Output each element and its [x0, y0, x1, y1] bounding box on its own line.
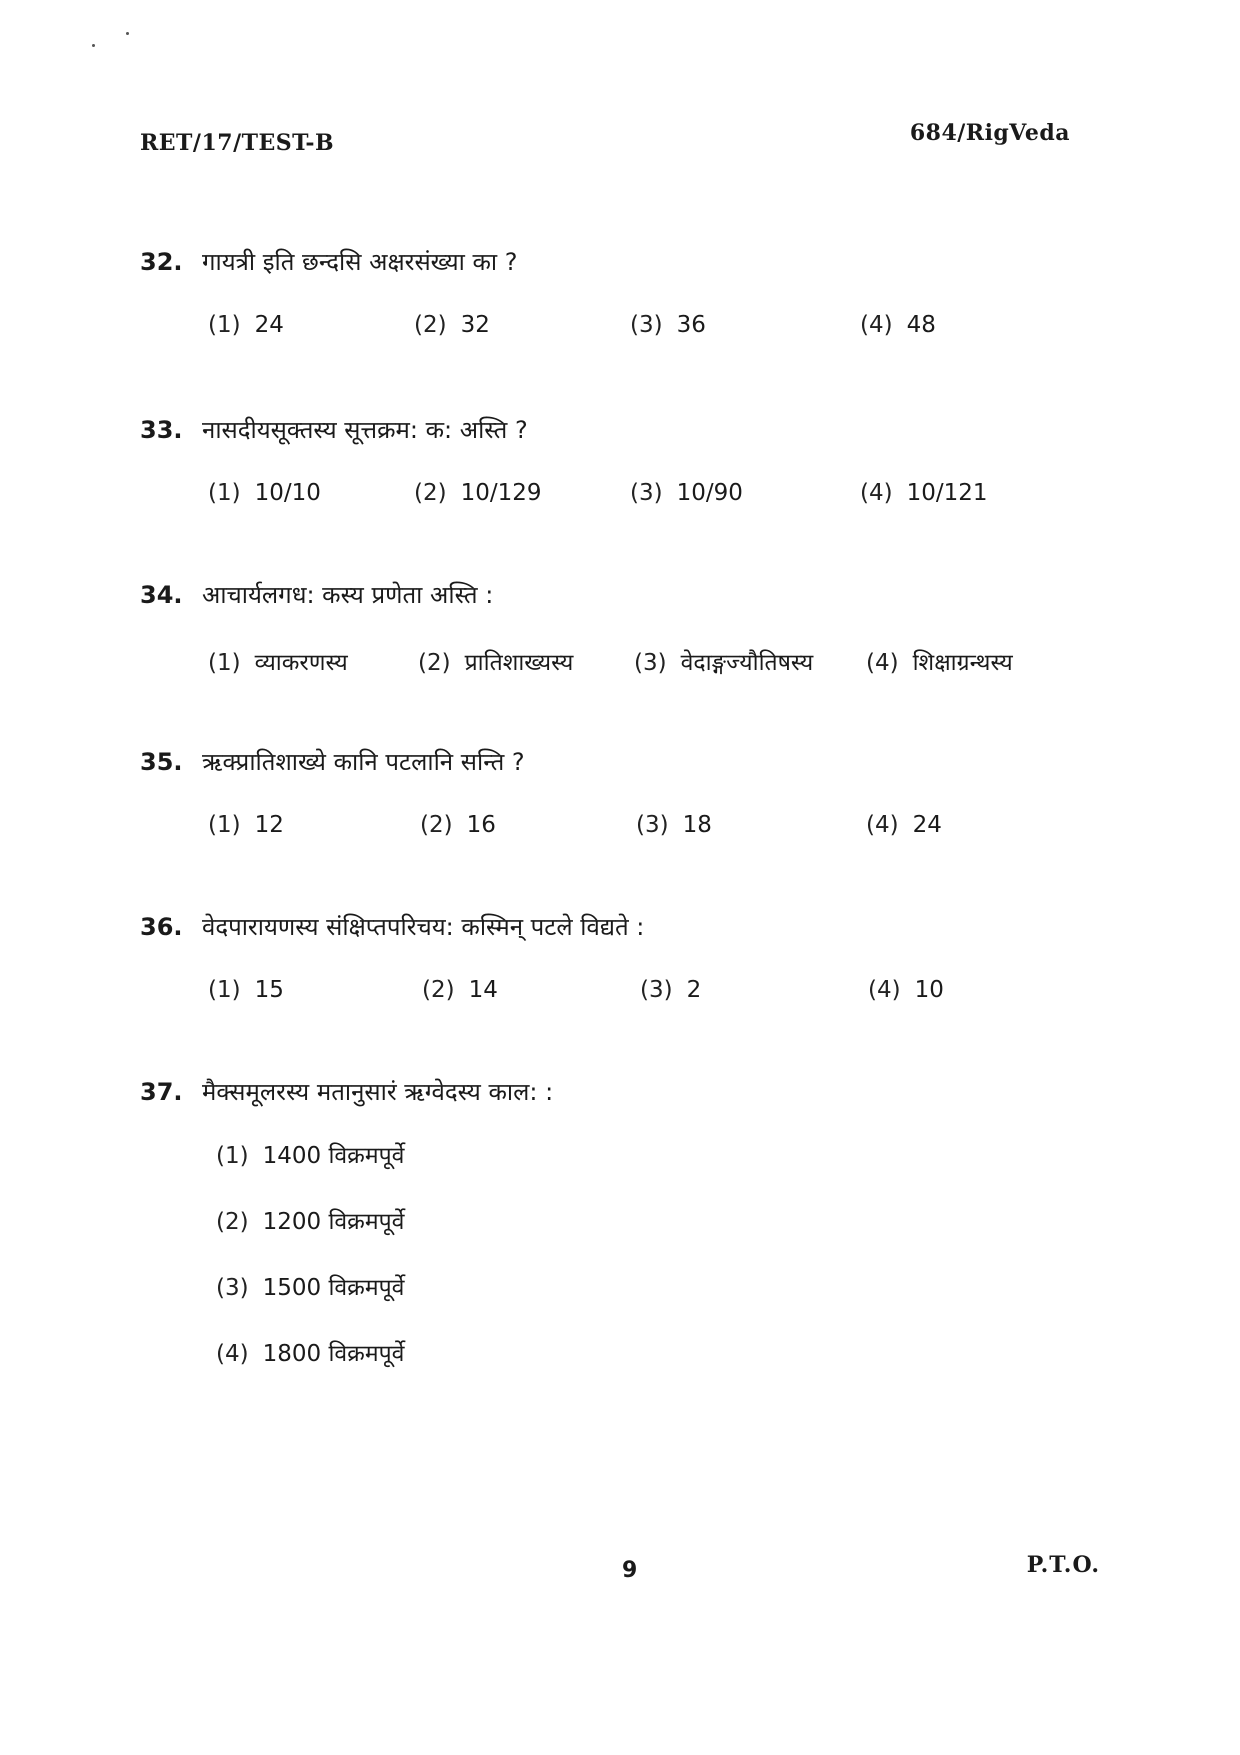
question-32	[140, 245, 1100, 352]
question-number: 32.	[140, 248, 183, 276]
option-1	[208, 812, 284, 838]
option-label: (3)	[216, 1275, 249, 1301]
options-row	[208, 645, 1100, 685]
option-value: व्याकरणस्य	[254, 650, 348, 676]
option-value: 48	[906, 312, 936, 338]
option-label: (1)	[208, 650, 241, 676]
option-label: (1)	[216, 1143, 249, 1169]
option-4	[860, 480, 988, 506]
option-value: 1500 विक्रमपूर्वे	[262, 1275, 405, 1301]
option-label: (1)	[208, 312, 241, 338]
question-text: गायत्री इति छन्दसि अक्षरसंख्या का ?	[202, 248, 518, 276]
option-value: 24	[912, 812, 942, 838]
option-value: 15	[254, 977, 284, 1003]
option-label: (3)	[630, 312, 663, 338]
pto-label: P.T.O.	[1026, 1552, 1100, 1578]
options-row	[208, 812, 1100, 852]
option-value: 10/10	[254, 480, 321, 506]
option-2	[414, 480, 542, 506]
option-1	[208, 977, 284, 1003]
option-value: 14	[468, 977, 498, 1003]
option-value: 1800 विक्रमपूर्वे	[262, 1341, 405, 1367]
option-label: (2)	[418, 650, 451, 676]
option-4	[860, 312, 936, 338]
option-3	[636, 812, 712, 838]
option-label: (2)	[414, 480, 447, 506]
option-label: (1)	[208, 480, 241, 506]
option-label: (3)	[640, 977, 673, 1003]
option-3	[630, 312, 706, 338]
option-label: (2)	[216, 1209, 249, 1235]
option-label: (4)	[868, 977, 901, 1003]
option-value: वेदाङ्गज्यौतिषस्य	[680, 650, 814, 676]
option-label: (1)	[208, 977, 241, 1003]
option-2	[414, 312, 490, 338]
question-36	[140, 910, 1100, 1017]
option-label: (2)	[414, 312, 447, 338]
option-value: 10/90	[676, 480, 743, 506]
options-row	[208, 977, 1100, 1017]
option-3	[630, 480, 743, 506]
question-37	[140, 1075, 1100, 1402]
option-2	[420, 812, 496, 838]
question-number: 37.	[140, 1078, 183, 1106]
option-1	[208, 645, 348, 677]
options-list	[216, 1138, 1100, 1376]
question-number: 33.	[140, 416, 183, 444]
options-row	[208, 480, 1100, 520]
option-3	[216, 1270, 1100, 1310]
option-value: 10	[914, 977, 944, 1003]
question-text: नासदीयसूक्तस्य सूत्तक्रम: क: अस्ति ?	[202, 416, 528, 444]
question-number: 35.	[140, 748, 183, 776]
question-34	[140, 578, 1100, 685]
option-label: (3)	[636, 812, 669, 838]
option-label: (3)	[630, 480, 663, 506]
subject-code: 684/RigVeda	[909, 120, 1070, 146]
question-35	[140, 745, 1100, 852]
option-value: 10/129	[460, 480, 542, 506]
question-number: 36.	[140, 913, 183, 941]
option-value: 24	[254, 312, 284, 338]
question-number: 34.	[140, 581, 183, 609]
option-label: (4)	[866, 812, 899, 838]
option-1	[208, 312, 284, 338]
question-text: आचार्यलगध: कस्य प्रणेता अस्ति :	[202, 581, 494, 609]
option-2	[418, 645, 573, 677]
option-4	[216, 1336, 1100, 1376]
option-3	[634, 645, 813, 677]
question-33	[140, 413, 1100, 520]
options-row	[208, 312, 1100, 352]
option-2	[422, 977, 498, 1003]
option-label: (2)	[420, 812, 453, 838]
option-value: 18	[682, 812, 712, 838]
option-1	[216, 1138, 1100, 1178]
option-value: 32	[460, 312, 490, 338]
option-3	[640, 977, 701, 1003]
option-value: 12	[254, 812, 284, 838]
option-label: (3)	[634, 650, 667, 676]
scan-speck	[126, 32, 129, 35]
question-text: वेदपारायणस्य संक्षिप्तपरिचय: कस्मिन् पटले विद्यते :	[202, 913, 645, 941]
option-label: (4)	[866, 650, 899, 676]
option-2	[216, 1204, 1100, 1244]
option-label: (1)	[208, 812, 241, 838]
option-value: 10/121	[906, 480, 988, 506]
option-value: 16	[466, 812, 496, 838]
option-4	[868, 977, 944, 1003]
question-text: मैक्समूलरस्य मतानुसारं ऋग्वेदस्य काल: :	[202, 1078, 554, 1106]
option-4	[866, 812, 942, 838]
option-value: 1200 विक्रमपूर्वे	[262, 1209, 405, 1235]
option-value: शिक्षाग्रन्थस्य	[912, 650, 1013, 676]
option-1	[208, 480, 321, 506]
question-text: ऋक्प्रातिशाख्ये कानि पटलानि सन्ति ?	[202, 748, 525, 776]
test-code: RET/17/TEST-B	[140, 130, 335, 156]
option-label: (4)	[216, 1341, 249, 1367]
option-4	[866, 645, 1013, 677]
option-label: (2)	[422, 977, 455, 1003]
page-number: 9	[622, 1558, 638, 1583]
option-label: (4)	[860, 480, 893, 506]
option-value: प्रातिशाख्यस्य	[464, 650, 574, 676]
option-value: 1400 विक्रमपूर्वे	[262, 1143, 405, 1169]
option-label: (4)	[860, 312, 893, 338]
option-value: 36	[676, 312, 706, 338]
scan-speck	[92, 44, 95, 47]
option-value: 2	[686, 977, 702, 1003]
